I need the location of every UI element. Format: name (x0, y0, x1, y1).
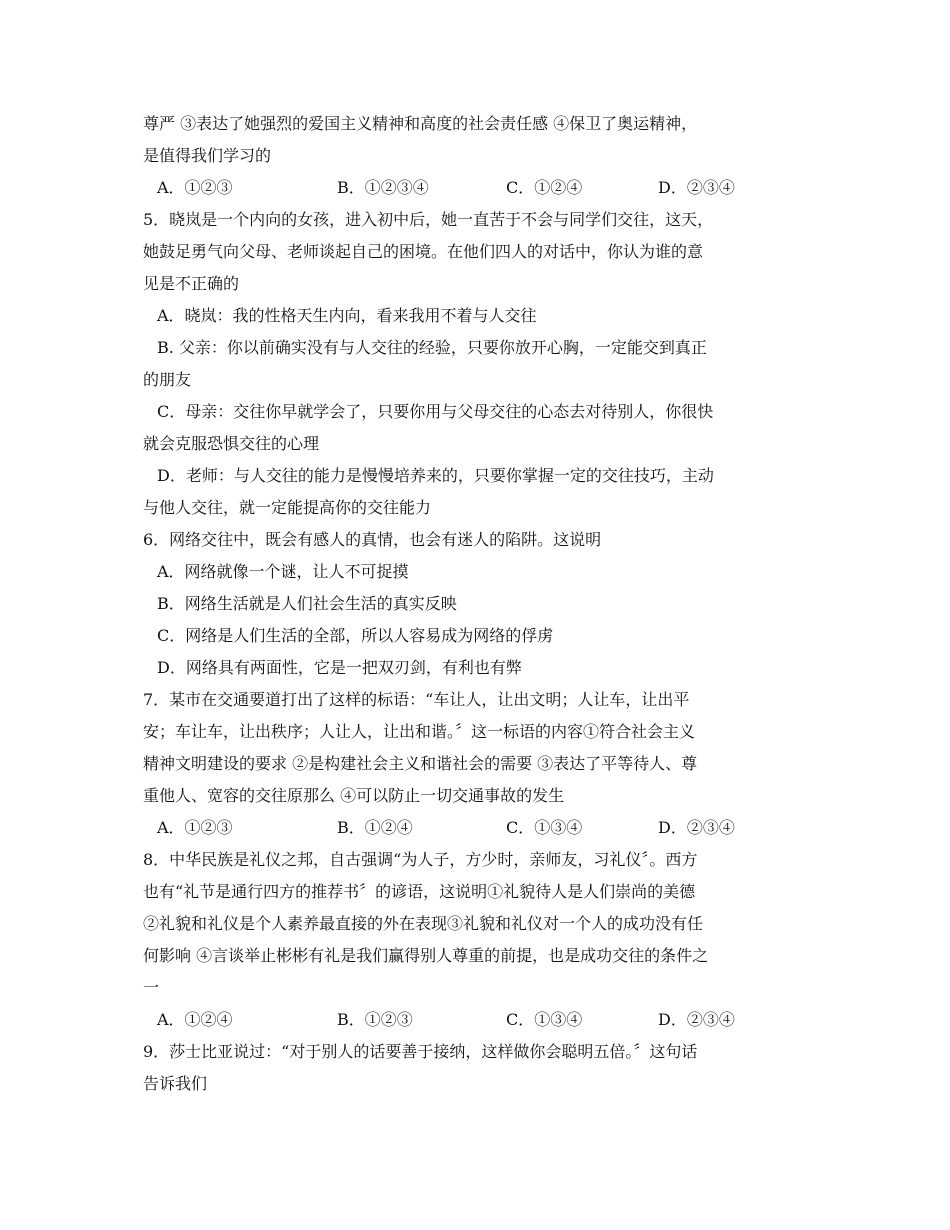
option-d: D．老师：与人交往的能力是慢慢培养来的，只要你掌握一定的交往技巧，主动 (157, 466, 714, 485)
question-7-options (143, 812, 805, 844)
question-5-stem-line: 见是不正确的 (143, 274, 240, 293)
option-c-continued: 就会克服恐惧交往的心理 (143, 434, 320, 453)
question-7-stem-line: 7．某市在交通要道打出了这样的标语：“车让人，让出文明；人让车，让出平 (143, 690, 690, 709)
question-8-stem-line: ②礼貌和礼仪是个人素养最直接的外在表现③礼貌和礼仪对一个人的成功没有任 (143, 914, 704, 933)
question-4-stem-line: 是值得我们学习的 (143, 146, 272, 165)
question-9-stem-line: 9．莎士比亚说过：“对于别人的话要善于接纳，这样做你会聪明五倍。〞这句话 (143, 1042, 698, 1061)
question-9-stem-line: 告诉我们 (143, 1074, 208, 1093)
option-b: B．①②④ (337, 818, 413, 837)
option-b-continued: 的朋友 (143, 370, 192, 389)
question-5-stem-line: 她鼓足勇气向父母、老师谈起自己的困境。在他们四人的对话中，你认为谁的意 (143, 242, 704, 261)
option-d-continued: 与他人交往，就一定能提高你的交往能力 (143, 498, 432, 517)
option-a: A．网络就像一个谜，让人不可捉摸 (157, 562, 409, 581)
option-c: C．网络是人们生活的全部，所以人容易成为网络的俘虏 (157, 626, 554, 645)
option-b: B．①②③ (337, 1010, 413, 1029)
question-8-stem-line: 何影响 ④言谈举止彬彬有礼是我们赢得别人尊重的前提，也是成功交往的条件之 (143, 946, 709, 965)
question-5-stem-line: 5．晓岚是一个内向的女孩，进入初中后，她一直苦于不会与同学们交往，这天， (143, 210, 714, 229)
option-b: B. 父亲：你以前确实没有与人交往的经验，只要你放开心胸，一定能交到真正 (157, 338, 707, 357)
question-9 (143, 1036, 805, 1100)
question-8-stem-line: 一 (143, 978, 160, 997)
question-8-stem-line: 8．中华民族是礼仪之邦，自古强调“为人子，方少时，亲师友，习礼仪〞。西方 (143, 850, 698, 869)
option-d: D．②③④ (658, 818, 735, 837)
question-8-stem-line: 也有“礼节是通行四方的推荐书〞的谚语，这说明①礼貌待人是人们崇尚的美德 (143, 882, 696, 901)
question-8 (143, 844, 805, 1036)
option-b: B．①②③④ (337, 178, 429, 197)
question-6 (143, 524, 805, 684)
option-b: B．网络生活就是人们社会生活的真实反映 (157, 594, 457, 613)
question-5 (143, 204, 805, 524)
option-c: C．①③④ (506, 818, 583, 837)
option-a: A．①②④ (157, 1010, 233, 1029)
option-c: C．①③④ (506, 1010, 583, 1029)
question-8-options (143, 1004, 805, 1036)
option-a: A．①②③ (157, 178, 233, 197)
option-d: D．②③④ (658, 1010, 735, 1029)
question-6-stem-line: 6．网络交往中，既会有感人的真情，也会有迷人的陷阱。这说明 (143, 530, 602, 549)
question-7 (143, 684, 805, 844)
question-7-stem-line: 精神文明建设的要求 ②是构建社会主义和谐社会的需要 ③表达了平等待人、尊 (143, 754, 698, 773)
question-4-options (143, 172, 805, 204)
option-a: A．①②③ (157, 818, 233, 837)
option-d: D．②③④ (658, 178, 735, 197)
question-7-stem-line: 重他人、宽容的交往原那么 ④可以防止一切交通事故的发生 (143, 786, 565, 805)
option-d: D．网络具有两面性，它是一把双刃剑，有利也有弊 (157, 658, 522, 677)
page-content (143, 108, 805, 1100)
question-7-stem-line: 安；车让车，让出秩序；人让人，让出和谐。〞这一标语的内容①符合社会主义 (143, 722, 696, 741)
option-c: C．①②④ (506, 178, 583, 197)
question-4 (143, 108, 805, 204)
question-4-stem-line: 尊严 ③表达了她强烈的爱国主义精神和高度的社会责任感 ④保卫了奥运精神， (143, 114, 698, 133)
option-c: C．母亲：交往你早就学会了，只要你用与父母交往的心态去对待别人，你很快 (157, 402, 714, 421)
option-a: A．晓岚：我的性格天生内向，看来我用不着与人交往 (157, 306, 537, 325)
